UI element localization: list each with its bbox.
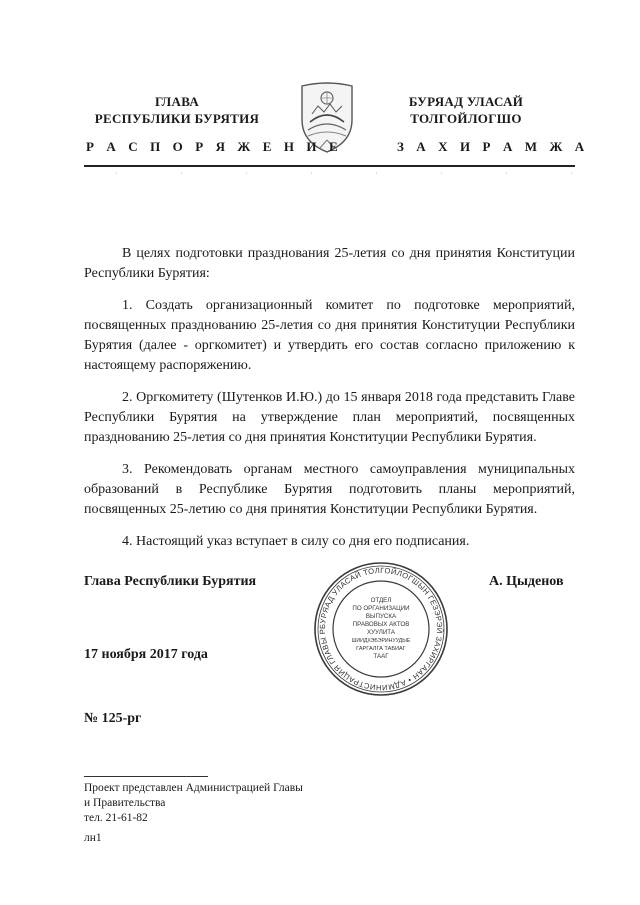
document-date: 17 ноября 2017 года [84,647,208,662]
stamp-line: ВЫПУСКА [365,613,397,620]
stamp-line: ГАРГАЛГА ТАБИАГ [356,646,406,652]
signatory-name: А. Цыденов [489,574,564,589]
left-title-line1: ГЛАВА [154,94,200,109]
stamp-line: ОТДЕЛ [370,597,392,604]
document-type-ru: Р А С П О Р Я Ж Е Н И Е [86,139,343,154]
document-body [84,244,575,564]
stamp-line: ТААГ [373,653,389,660]
paragraph-2: 2. Оргкомитету (Шутенков И.Ю.) до 15 января 2018 года представить Главе Республики Бурятия на утверждение план мероприятий, посвященных празднованию 25-летия со дня принятия Конституции Республики Бурятия. [84,390,575,445]
header-divider [84,165,575,167]
footer-code: лн1 [84,832,102,844]
stamp-line: ШИИДХЭБЭРИНУУДЫЕ [351,638,411,644]
paragraph-1: 1. Создать организационный комитет по подготовке мероприятий, посвященных празднованию 25-летия со дня принятия Конституции Республики Бурятия (далее - оргкомитет) и утвердить его состав согласно приложению к настоящему распоряжению. [84,298,575,373]
paragraph-4: 4. Настоящий указ вступает в силу со дня его подписания. [122,534,470,549]
header-dotted-line [84,172,575,174]
stamp-ring-text: БУРЯАД УЛАСАЙ ТОЛГОЙЛОГШЫН ГЕЗЭРЭЙ ЗАХИРГААН • АДМИНИСТРАЦИЯ ГЛАВЫ Р [317,565,445,693]
footer-note [84,781,303,826]
right-title-line1: БУРЯАД УЛАСАЙ [408,94,524,109]
footer-line2: и Правительства [84,797,166,809]
stamp-line: ПО ОРГАНИЗАЦИИ [352,605,410,612]
signatory-position: Глава Республики Бурятия [84,574,257,589]
official-stamp [312,560,450,698]
document-number: № 125-рг [84,711,142,726]
footer-line1: Проект представлен Администрацией Главы [84,782,303,794]
document-type-bua: З А Х И Р А М Ж А [397,139,589,154]
footer-divider [84,776,208,777]
right-title [366,93,566,127]
paragraph-intro: В целях подготовки празднования 25-летия со дня принятия Конституции Республики Бурятия: [84,246,575,281]
stamp-line: ХУУЛИТА [367,629,395,636]
left-title-line2: РЕСПУБЛИКИ БУРЯТИЯ [94,111,260,126]
right-title-line2: ТОЛГОЙЛОГШО [410,111,522,126]
left-title [84,93,270,127]
stamp-line: ПРАВОВЫХ АКТОВ [352,621,410,628]
paragraph-3: 3. Рекомендовать органам местного самоуправления муниципальных образований в Республике Бурятия подготовить планы мероприятий, посвященных 25-летию со дня принятия Конституции Республики Бурятия. [84,462,575,517]
footer-phone: тел. 21-61-82 [84,812,148,824]
